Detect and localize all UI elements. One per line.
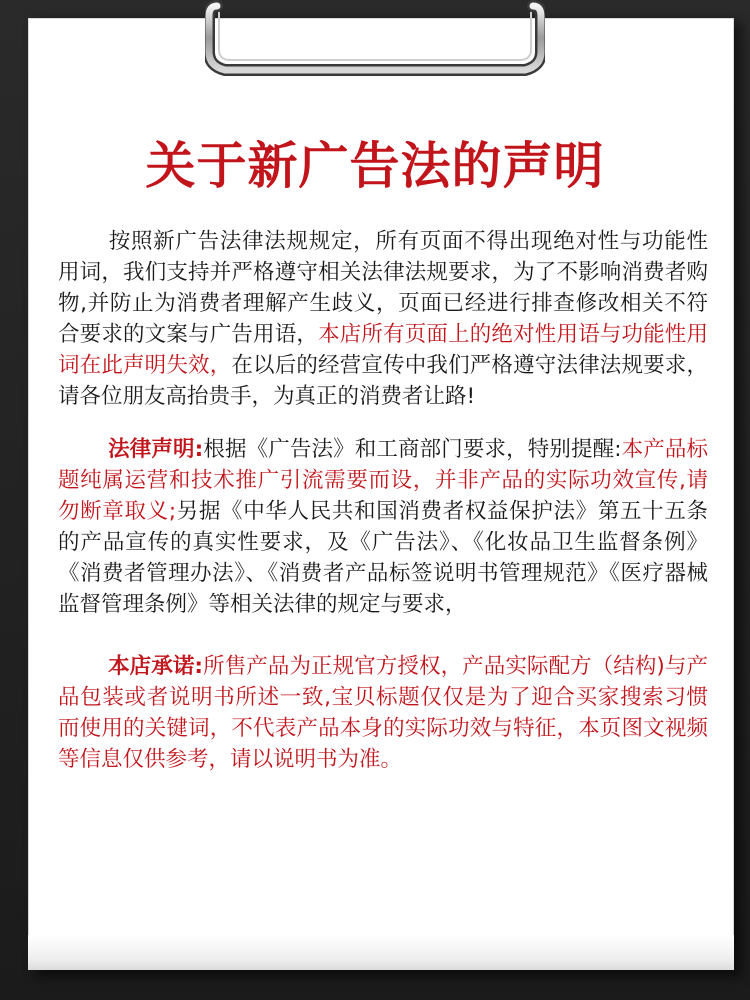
statement-paragraph (58, 226, 708, 412)
store-promise-label: 本店承诺: (108, 654, 204, 679)
paragraph1-text-a: 按照新广告法律法规规定，所有页面不得出现绝对性与功能性用词，我们支持并严格遵守相关法律法规要求，为了不影响消费者购物,并防止为消费者理解产生歧义，页面已经进行排查修改相关不符合要求的文案与广告用语， (58, 229, 708, 347)
legal-notice-paragraph (58, 434, 708, 620)
page-title: 关于新广告法的声明 (145, 137, 605, 195)
store-promise-paragraph (58, 651, 708, 775)
paper-bottom-curl (28, 935, 734, 970)
clipboard-clip-icon (205, 0, 545, 85)
paragraph1-text-b: 在以后的经营宣传中我们严格遵守法律法规要求，请各位朋友高抬贵手，为真正的消费者让路! (58, 353, 708, 409)
paragraph3-highlight: 所售产品为正规官方授权，产品实际配方（结构)与产品包装或者说明书所述一致,宝贝标题仅仅是为了迎合买家搜索习惯而使用的关键词，不代表产品本身的实际功效与特征，本页图文视频等信息仅供参考，请以说明书为准。 (58, 654, 708, 772)
legal-notice-label: 法律声明: (108, 437, 204, 462)
paragraph2-text-b: 另据《中华人民共和国消费者权益保护法》第五十五条的产品宣传的真实性要求，及《广告法》、《化妆品卫生监督条例》《消费者管理办法》、《消费者产品标签说明书管理规范》《医疗器械监督管理条例》等相关法律的规定与要求， (58, 499, 708, 617)
paragraph2-text-a: 根据《广告法》和工商部门要求，特别提醒: (203, 437, 622, 462)
paragraph1-highlight: 本店所有页面上的绝对性用语与功能性用词在此声明失效， (58, 322, 708, 378)
paragraph2-highlight: 本产品标题纯属运营和技术推广引流需要而设，并非产品的实际功效宣传,请勿断章取义; (58, 437, 708, 524)
